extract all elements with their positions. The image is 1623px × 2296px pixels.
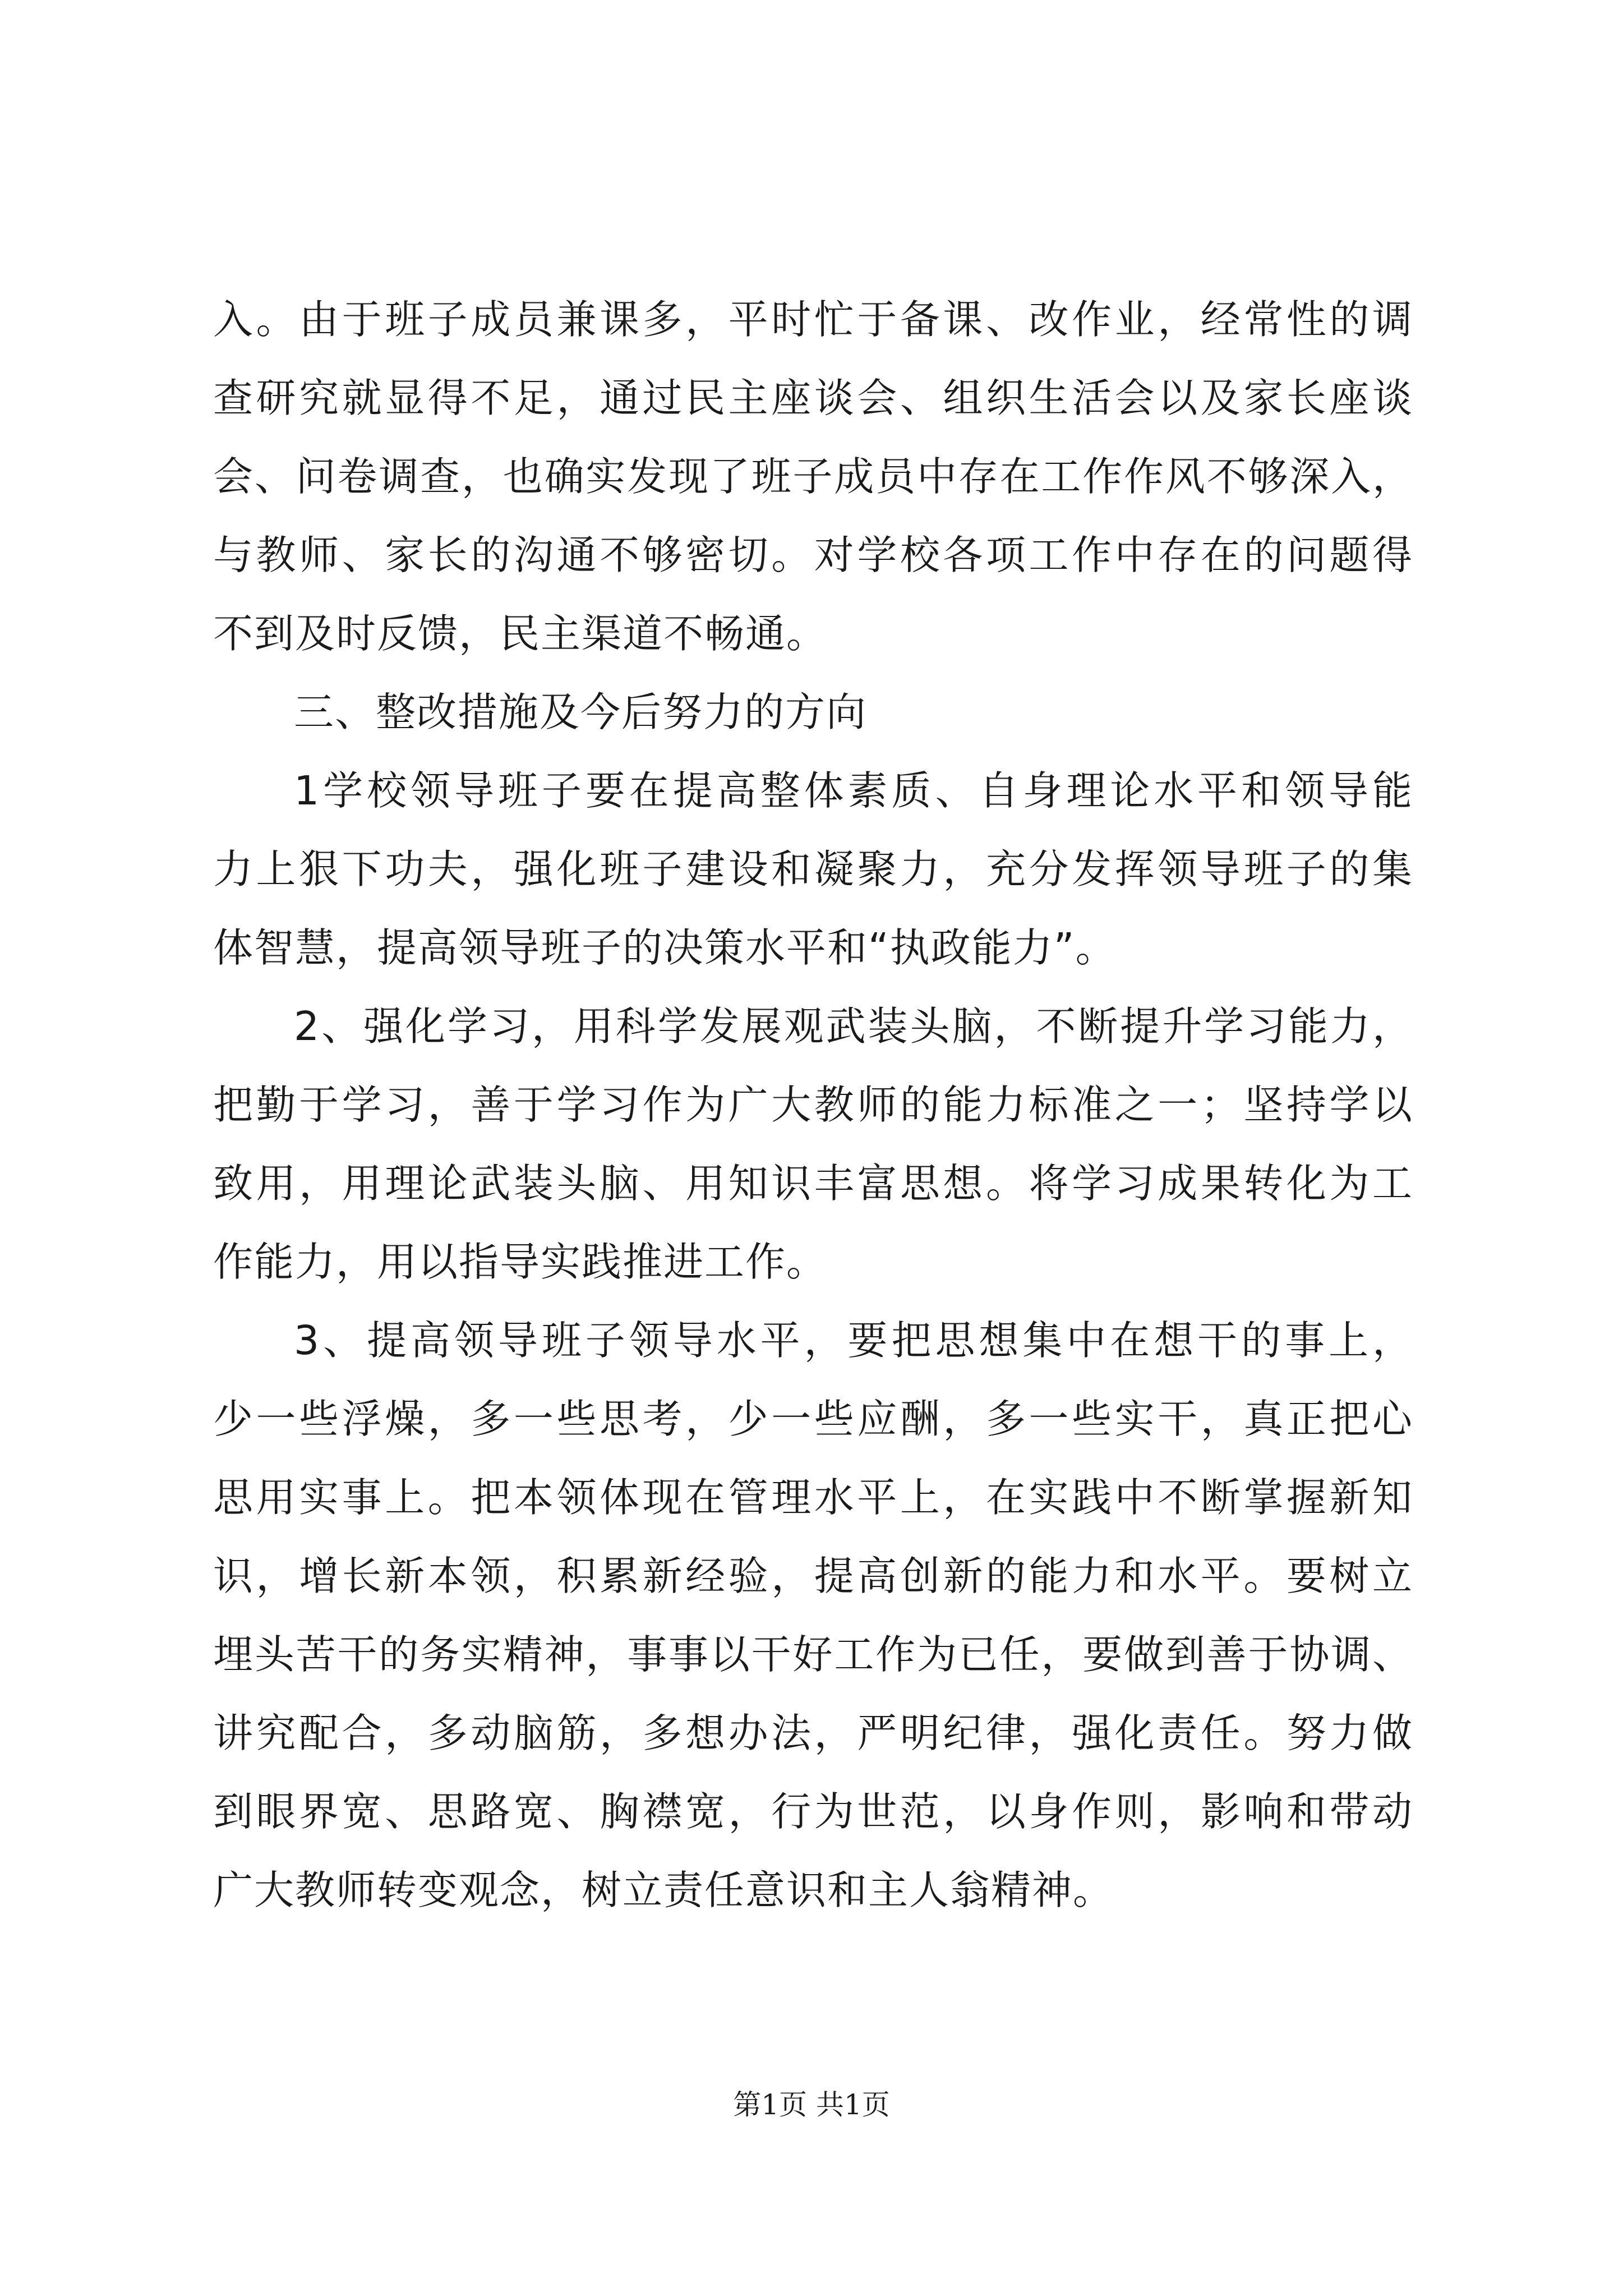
text-line: 致用，用理论武装头脑、用知识丰富思想。将学习成果转化为工 [213, 1160, 1413, 1207]
text-line: 少一些浮燥，多一些思考，少一些应酬，多一些实干，真正把心 [213, 1396, 1413, 1442]
text-line: 与教师、家长的沟通不够密切。对学校各项工作中存在的问题得 [213, 532, 1413, 578]
text-line: 力上狠下功夫，强化班子建设和凝聚力，充分发挥领导班子的集 [213, 846, 1413, 892]
text-line: 3、提高领导班子领导水平，要把思想集中在想干的事上， [294, 1317, 1413, 1364]
text-line: 会、问卷调查，也确实发现了班子成员中存在工作作风不够深入， [213, 453, 1413, 500]
text-line: 到眼界宽、思路宽、胸襟宽，行为世范，以身作则，影响和带动 [213, 1788, 1413, 1835]
text-line: 查研究就显得不足，通过民主座谈会、组织生活会以及家长座谈 [213, 375, 1413, 421]
text-line: 讲究配合，多动脑筋，多想办法，严明纪律，强化责任。努力做 [213, 1710, 1413, 1756]
text-line: 入。由于班子成员兼课多，平时忙于备课、改作业，经常性的调 [213, 296, 1413, 343]
text-line: 把勤于学习，善于学习作为广大教师的能力标准之一；坚持学以 [213, 1082, 1413, 1128]
text-line: 不到及时反馈，民主渠道不畅通。 [213, 610, 828, 657]
text-line: 埋头苦干的务实精神，事事以干好工作为已任，要做到善于协调、 [213, 1631, 1413, 1678]
text-line: 作能力，用以指导实践推进工作。 [213, 1239, 828, 1285]
text-line: 识，增长新本领，积累新经验，提高创新的能力和水平。要树立 [213, 1553, 1413, 1599]
text-line: 广大教师转变观念，树立责任意识和主人翁精神。 [213, 1867, 1114, 1913]
text-line: 体智慧，提高领导班子的决策水平和“执政能力”。 [213, 924, 1117, 971]
text-line: 1学校领导班子要在提高整体素质、自身理论水平和领导能 [294, 767, 1413, 814]
page-number-footer: 第1页 共1页 [733, 2088, 890, 2121]
section-heading: 三、整改措施及今后努力的方向 [294, 689, 868, 735]
text-line: 思用实事上。把本领体现在管理水平上，在实践中不断掌握新知 [213, 1474, 1413, 1521]
text-line: 2、强化学习，用科学发展观武装头脑，不断提升学习能力， [294, 1003, 1413, 1050]
document-body [213, 280, 1413, 1930]
